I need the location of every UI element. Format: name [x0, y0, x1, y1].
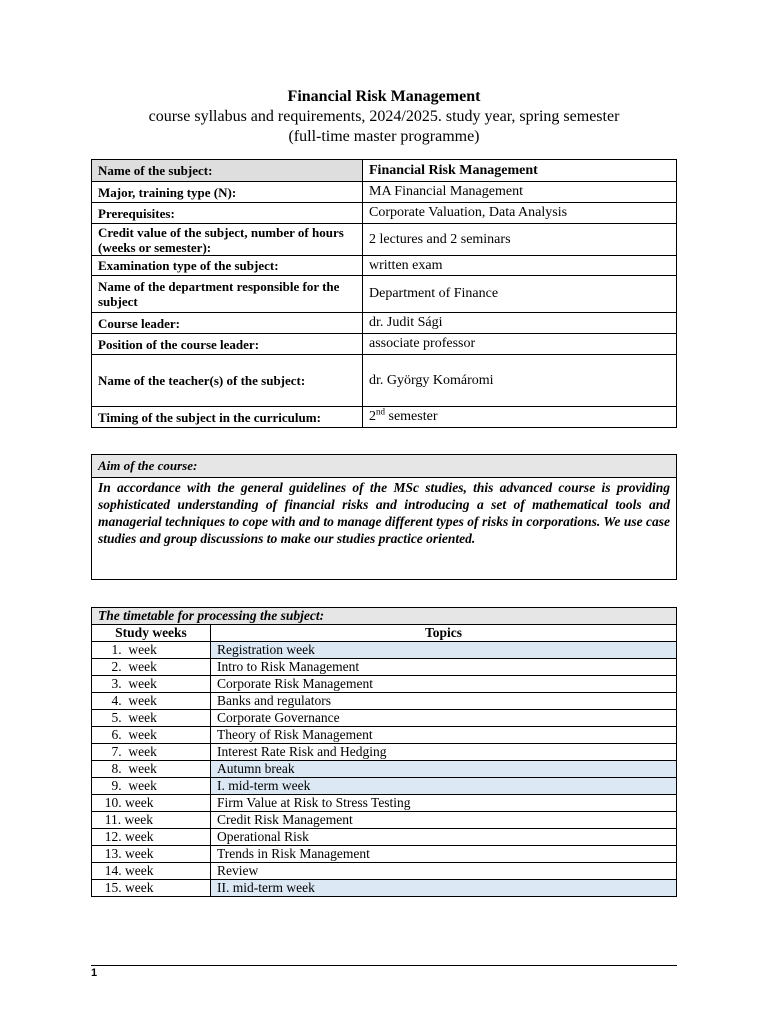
week-cell: 5. week	[92, 710, 211, 727]
info-value: dr. Judit Sági	[363, 313, 677, 334]
week-cell: 15. week	[92, 880, 211, 897]
info-row	[92, 407, 677, 428]
ordinal-suffix: nd	[376, 406, 385, 417]
topic-cell: Credit Risk Management	[211, 812, 677, 829]
aim-text: In accordance with the general guidelines of the MSc studies, this advanced course is providing sophisticated understanding of financial risks and introducing a set of mathematical tools and managerial techniques to cope with and to manage different types of risks in corporations. We use case studies and group discussions to make our studies practice oriented.	[92, 478, 677, 580]
table-row	[92, 727, 677, 744]
info-label: Examination type of the subject:	[92, 256, 363, 276]
topic-cell: Review	[211, 863, 677, 880]
week-cell: 1. week	[92, 642, 211, 659]
table-row	[92, 710, 677, 727]
page-number: 1	[91, 967, 98, 979]
info-row	[92, 182, 677, 203]
topic-cell: Banks and regulators	[211, 693, 677, 710]
topic-cell: Registration week	[211, 642, 677, 659]
topic-cell: Interest Rate Risk and Hedging	[211, 744, 677, 761]
column-header-weeks: Study weeks	[92, 625, 211, 642]
info-row	[92, 160, 677, 182]
info-row	[92, 313, 677, 334]
table-row	[92, 642, 677, 659]
info-label: Name of the teacher(s) of the subject:	[92, 355, 363, 407]
info-row	[92, 224, 677, 256]
topic-cell: Theory of Risk Management	[211, 727, 677, 744]
table-row	[92, 812, 677, 829]
week-cell: 9. week	[92, 778, 211, 795]
topic-cell: II. mid-term week	[211, 880, 677, 897]
topic-cell: Trends in Risk Management	[211, 846, 677, 863]
info-value: written exam	[363, 256, 677, 276]
info-value: Financial Risk Management	[363, 160, 677, 182]
topic-cell: I. mid-term week	[211, 778, 677, 795]
info-label: Timing of the subject in the curriculum:	[92, 407, 363, 428]
title-block	[0, 87, 768, 147]
table-row	[92, 761, 677, 778]
timetable-heading: The timetable for processing the subject:	[92, 608, 677, 625]
info-label: Position of the course leader:	[92, 334, 363, 355]
timetable	[91, 607, 677, 897]
topic-cell: Operational Risk	[211, 829, 677, 846]
document-title: Financial Risk Management	[287, 88, 481, 105]
semester-word: semester	[385, 409, 438, 424]
aim-heading: Aim of the course:	[92, 455, 677, 478]
info-label: Name of the department responsible for the subject	[92, 276, 363, 313]
table-row	[92, 778, 677, 795]
info-row	[92, 276, 677, 313]
aim-table	[91, 454, 677, 580]
week-cell: 10. week	[92, 795, 211, 812]
info-value: Department of Finance	[363, 276, 677, 313]
info-row	[92, 203, 677, 224]
week-cell: 2. week	[92, 659, 211, 676]
week-cell: 3. week	[92, 676, 211, 693]
topic-cell: Intro to Risk Management	[211, 659, 677, 676]
week-cell: 13. week	[92, 846, 211, 863]
info-label: Credit value of the subject, number of hours (weeks or semester):	[92, 224, 363, 256]
table-row	[92, 744, 677, 761]
semester-number: 2	[369, 409, 376, 424]
info-value: Corporate Valuation, Data Analysis	[363, 203, 677, 224]
table-row	[92, 659, 677, 676]
week-cell: 12. week	[92, 829, 211, 846]
week-cell: 11. week	[92, 812, 211, 829]
info-value: MA Financial Management	[363, 182, 677, 203]
table-row	[92, 829, 677, 846]
footer-divider	[91, 965, 677, 966]
topic-cell: Corporate Governance	[211, 710, 677, 727]
info-value: associate professor	[363, 334, 677, 355]
table-row	[92, 795, 677, 812]
column-header-topics: Topics	[211, 625, 677, 642]
topic-cell: Corporate Risk Management	[211, 676, 677, 693]
week-cell: 14. week	[92, 863, 211, 880]
table-row	[92, 846, 677, 863]
week-cell: 6. week	[92, 727, 211, 744]
document-subtitle-programme: (full-time master programme)	[288, 128, 480, 145]
table-row	[92, 863, 677, 880]
info-label: Major, training type (N):	[92, 182, 363, 203]
table-row	[92, 880, 677, 897]
topic-cell: Autumn break	[211, 761, 677, 778]
week-cell: 4. week	[92, 693, 211, 710]
info-value: 2 lectures and 2 seminars	[363, 224, 677, 256]
topic-cell: Firm Value at Risk to Stress Testing	[211, 795, 677, 812]
info-row	[92, 355, 677, 407]
info-value: dr. György Komáromi	[363, 355, 677, 407]
info-row	[92, 334, 677, 355]
subject-info-table	[91, 159, 677, 428]
info-label: Course leader:	[92, 313, 363, 334]
document-subtitle: course syllabus and requirements, 2024/2025. study year, spring semester	[148, 108, 620, 125]
week-cell: 7. week	[92, 744, 211, 761]
info-value-timing	[363, 407, 677, 428]
week-cell: 8. week	[92, 761, 211, 778]
table-row	[92, 693, 677, 710]
info-label: Prerequisites:	[92, 203, 363, 224]
info-row	[92, 256, 677, 276]
table-row	[92, 676, 677, 693]
info-label: Name of the subject:	[92, 160, 363, 182]
